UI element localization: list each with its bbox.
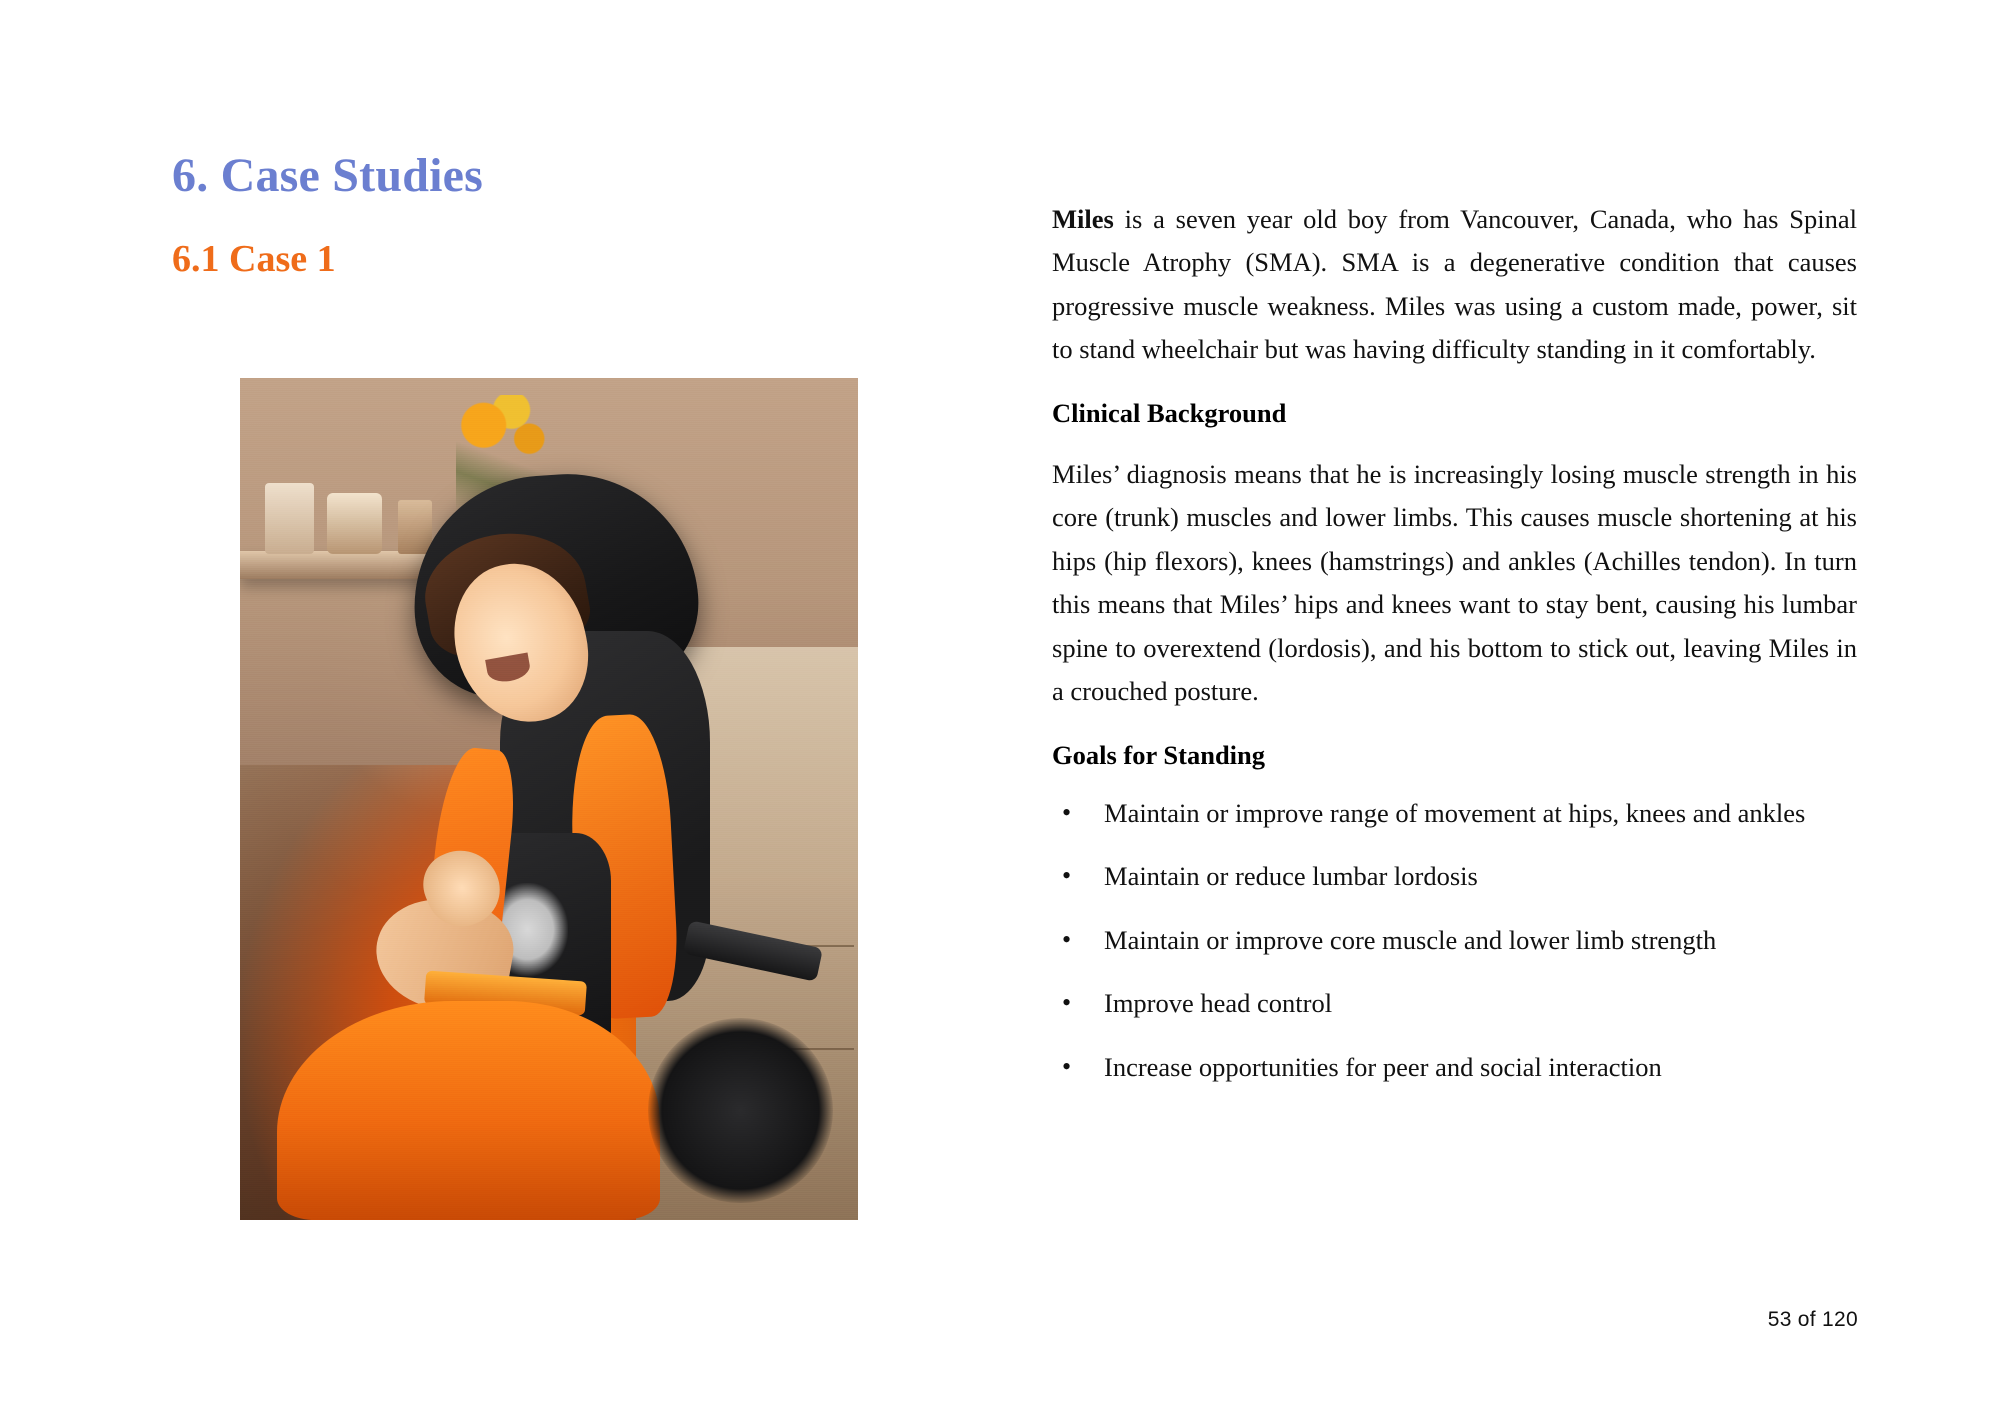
right-column [1052,198,1857,1113]
bullet-icon: • [1062,797,1072,827]
intro-text: is a seven year old boy from Vancouver, Canada, who has Spinal Muscle Atrophy (SMA). SMA is a degenerative condition that causes progressive muscle weakness. Miles was using a custom made, power, sit to stand wheelchair but was having difficulty standing in it comfortably. [1052,204,1857,365]
list-item-label: Maintain or improve core muscle and lower limb strength [1104,924,1717,955]
goals-heading: Goals for Standing [1052,739,1266,770]
list-item [1052,922,1857,960]
list-item-label: Maintain or reduce lumbar lordosis [1104,861,1478,892]
clinical-background-paragraph: Miles’ diagnosis means that he is increasingly losing muscle strength in his core (trunk) muscles and lower limbs. This causes muscle shortening at his hips (hip flexors), knees (hamstrings) and ankles (Achilles tendon). In turn this means that Miles’ hips and knees want to stay bent, causing his lumbar spine to overextend (lordosis), and his bottom to stick out, leaving Miles in a crouched posture. [1052,458,1857,707]
bullet-icon: • [1062,988,1072,1018]
page-number: 53 of 120 [1767,1308,1858,1331]
list-item [1052,985,1857,1023]
patient-name: Miles [1052,204,1114,234]
case-study-photo [240,378,858,1220]
bullet-icon: • [1062,924,1072,954]
goals-list [1052,795,1857,1087]
section-subtitle: 6.1 Case 1 [172,237,336,280]
list-item-label: Maintain or improve range of movement at hips, knees and ankles [1104,797,1806,828]
bullet-icon: • [1062,1052,1072,1082]
page-title: 6. Case Studies [172,149,484,202]
photo-grain-overlay [240,378,858,1220]
left-column [172,150,872,325]
bullet-icon: • [1062,861,1072,891]
list-item-label: Increase opportunities for peer and social interaction [1104,1052,1662,1083]
list-item [1052,1049,1857,1087]
photo-scene [240,378,858,1220]
clinical-background-heading: Clinical Background [1052,397,1287,428]
list-item-label: Improve head control [1104,988,1333,1019]
list-item [1052,858,1857,896]
intro-paragraph [1052,198,1857,372]
list-item [1052,795,1857,833]
